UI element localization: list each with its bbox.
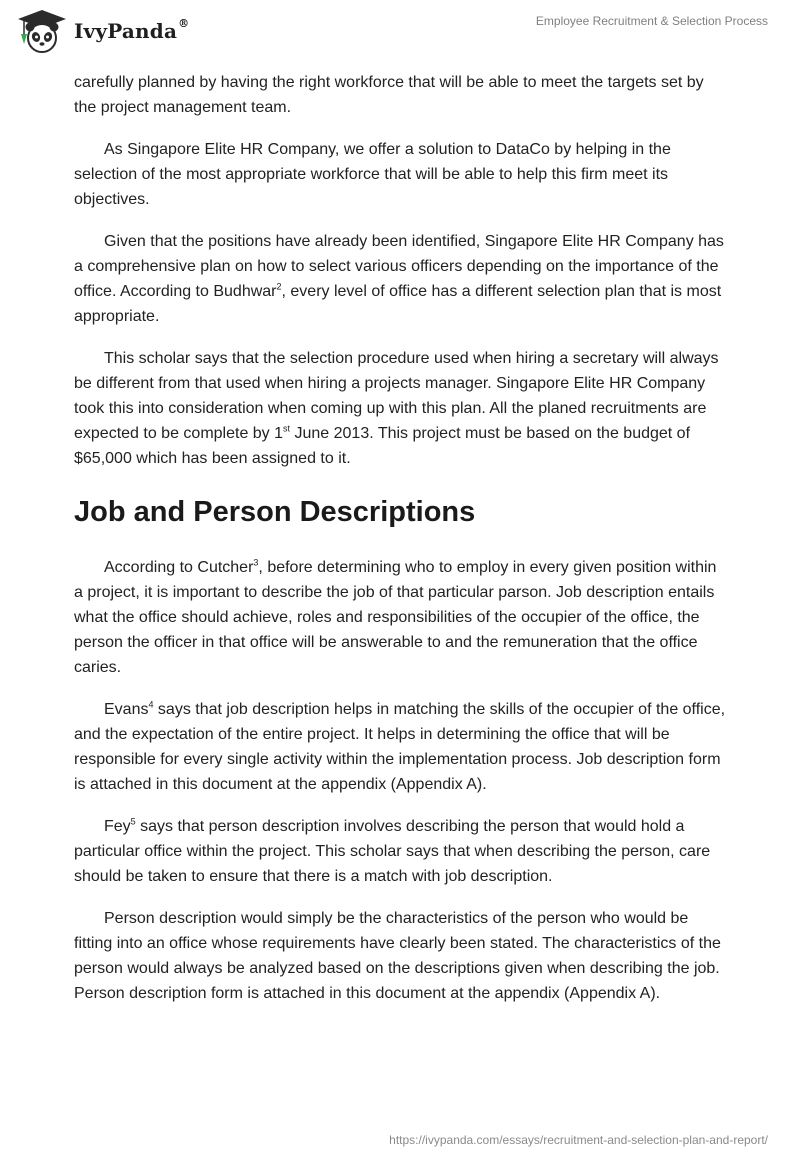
- ordinal-suffix: st: [283, 423, 291, 434]
- paragraph-person-characteristics: Person description would simply be the characteristics of the person who would be fitting into an office whose requirements have clearly been stated. The characteristics of the person would always be analyzed based on the descriptions given when describing the job. Person description form is attached in this document at the appendix (Appendix A).: [74, 910, 721, 1002]
- paragraph-solution: As Singapore Elite HR Company, we offer a solution to DataCo by helping in the selection of the most appropriate workforce that will be able to help this firm meet its objectives.: [74, 141, 671, 208]
- paragraph-continuation: carefully planned by having the right workforce that will be able to meet the targets set by the project management team.: [74, 74, 704, 116]
- logo-wordmark: IvyPanda®: [74, 17, 190, 43]
- footnote-ref-5[interactable]: 5: [130, 816, 136, 827]
- footnote-ref-3[interactable]: 3: [253, 557, 259, 568]
- footnote-ref-4[interactable]: 4: [148, 699, 154, 710]
- source-url[interactable]: https://ivypanda.com/essays/recruitment-and-selection-plan-and-report/: [389, 1133, 768, 1147]
- ivypanda-logo[interactable]: [14, 8, 189, 54]
- paragraph-job-description: According to Cutcher$^3$, before determining who to employ in every given position within a project, it is important to describe the job of that particular parson. Job description entails what the office should achieve, roles and responsibilities of the occupier of the office, the person the officer in that office will be answerable to and the remuneration that the office caries.: [74, 557, 717, 676]
- panda-graduation-cap-icon: [14, 8, 70, 54]
- footnote-ref-2[interactable]: 2: [276, 281, 282, 292]
- paragraph-job-skills: Evans$^4$ says that job description helps in matching the skills of the occupier of the office, and the expectation of the entire project. It helps in determining the office that will be responsible for every single activity within the implementation process. Job description form is attached in this document at the appendix (Appendix A).: [74, 699, 726, 793]
- document-title: Employee Recruitment & Selection Process: [535, 14, 768, 28]
- section-heading: Job and Person Descriptions: [74, 496, 476, 528]
- paragraph-procedure: This scholar says that the selection procedure used when hiring a secretary will always be different from that used when hiring a projects manager. Singapore Elite HR Company took this into consideration when coming up with this plan. All the planed recruitments are expected to be complete by 1st June 2013. This project must be based on the budget of $65,000 which has been assigned to it.: [74, 350, 719, 467]
- essay-body: [74, 70, 726, 1023]
- paragraph-person-description: Fey$^5$ says that person description involves describing the person that would hold a particular office within the project. This scholar says that when describing the person, care should be taken to ensure that there is a match with job description.: [74, 816, 711, 885]
- page-header: [0, 0, 800, 62]
- paragraph-selection-plan: Given that the positions have already been identified, Singapore Elite HR Company has a comprehensive plan on how to select various officers depending on the importance of the office. According to Budhwar$^2$, every level of office has a different selection plan that is most appropriate.: [74, 233, 724, 325]
